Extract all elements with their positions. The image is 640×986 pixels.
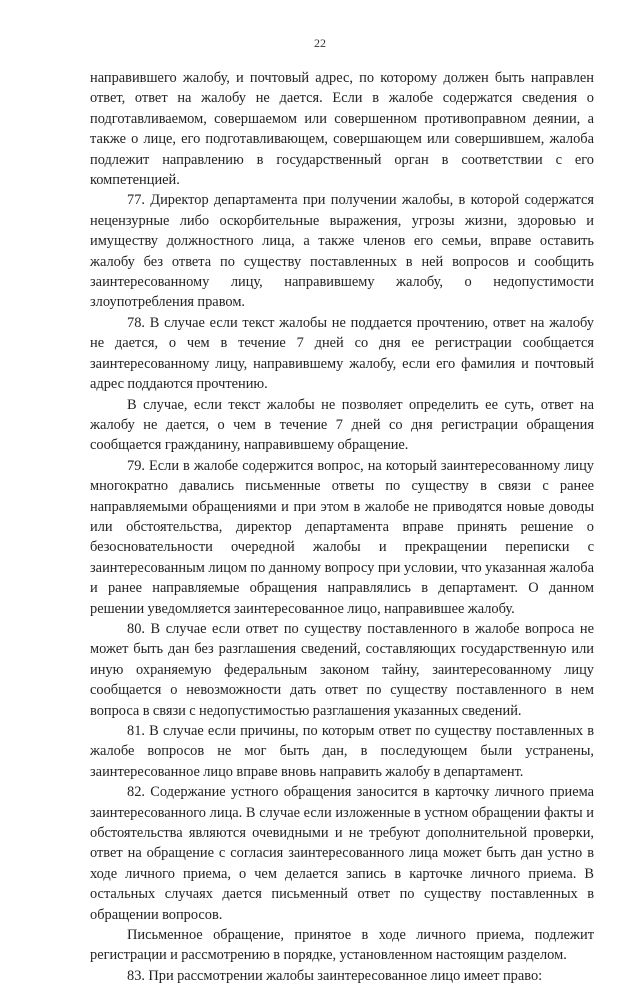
paragraph-81: 81. В случае если причины, по которым ответ по существу поставленных в жалобе вопросов не мог быть дан, в последующем были устранены, заинтересованное лицо вправе вновь направить жалобу в департамент. [90,723,594,780]
paragraph-80: 80. В случае если ответ по существу поставленного в жалобе вопроса не может быть дан без разглашения сведений, составляющих государственную или иную охраняемую федеральным законом тайну, заинтересованному лицу сообщается о невозможности дать ответ по существу поставленного в нем вопроса в связи с недопустимостью разглашения указанных сведений. [90,620,594,719]
paragraph-82: 82. Содержание устного обращения заносится в карточку личного приема заинтересованного лица. В случае если изложенные в устном обращении факты и обстоятельства являются очевидными и не требуют дополнительной проверки, ответ на обращение с согласия заинтересованного лица может быть дан устно в ходе личного приема, о чем делается запись в карточке личного приема. В остальных случаях дается письменный ответ по существу поставленных в обращении вопросов. [90,784,594,923]
paragraph-79: 79. Если в жалобе содержится вопрос, на который заинтересованному лицу многократно давались письменные ответы по существу в связи с ранее направляемыми обращениями и при этом в жалобе не приводятся новые доводы или обстоятельства, директор департамента вправе принять решение о безосновательности очередной жалобы и прекращении переписки с заинтересованным лицом по данному вопросу при условии, что указанная жалоба и ранее направляемые обращения направлялись в департамент. О данном решении уведомляется заинтересованное лицо, направившее жалобу. [90,457,594,617]
document-body [90,68,594,986]
paragraph-78: 78. В случае если текст жалобы не поддается прочтению, ответ на жалобу не дается, о чем в течение 7 дней со дня ее регистрации сообщается заинтересованному лицу, направившему жалобу, если его фамилия и почтовый адрес поддаются прочтению. [90,314,594,393]
paragraph-78-part-2: В случае, если текст жалобы не позволяет определить ее суть, ответ на жалобу не дается, о чем в течение 7 дней со дня регистрации обращения сообщается гражданину, направившему обращение. [90,396,594,454]
paragraph-continuation: направившего жалобу, и почтовый адрес, по которому должен быть направлен ответ, ответ на жалобу не дается. Если в жалобе содержатся сведения о подготавливаемом, совершаемом или совершенном противоправном деянии, а также о лице, его подготавливающем, совершающем или совершившем, жалоба подлежит направлению в государственный орган в соответствии с его компетенцией. [90,70,594,189]
paragraph-83: 83. При рассмотрении жалобы заинтересованное лицо имеет право: [127,967,543,984]
page-number: 22 [314,36,326,50]
paragraph-82-part-2: Письменное обращение, принятое в ходе личного приема, подлежит регистрации и рассмотрению в порядке, установленном настоящим разделом. [90,927,594,964]
paragraph-77: 77. Директор департамента при получении жалобы, в которой содержатся нецензурные либо оскорбительные выражения, угрозы жизни, здоровью и имуществу должностного лица, а также членов его семьи, вправе оставить жалобу без ответа по существу поставленных в ней вопросов и сообщить заинтересованному лицу, направившему жалобу, о недопустимости злоупотребления правом. [90,192,594,311]
